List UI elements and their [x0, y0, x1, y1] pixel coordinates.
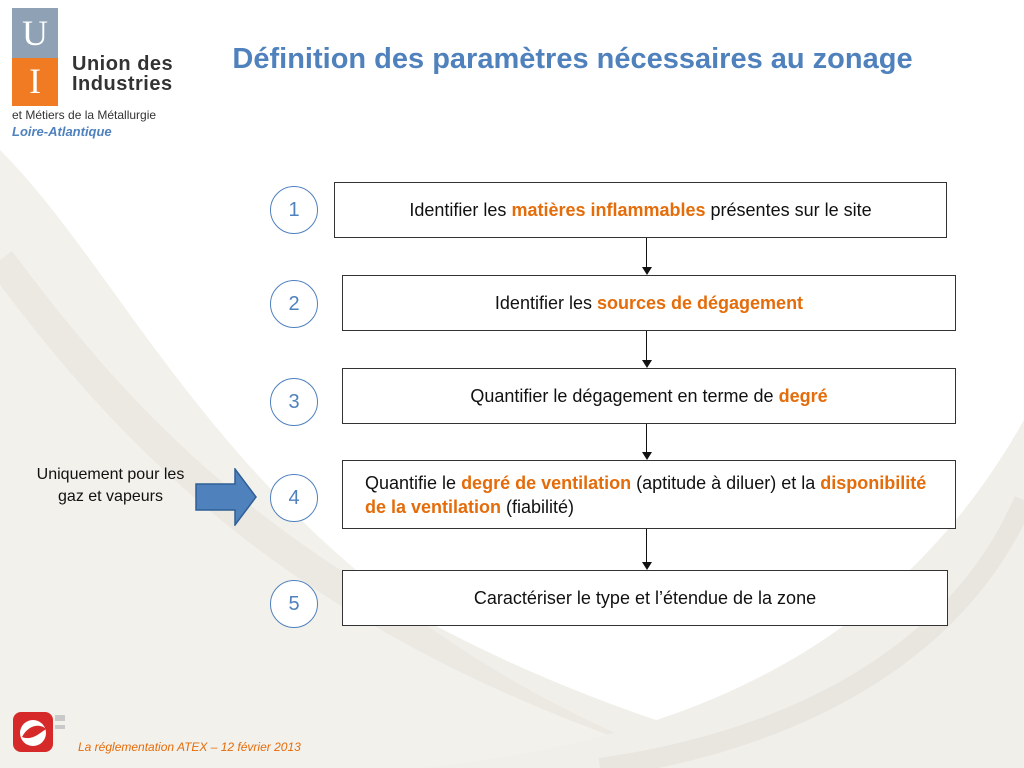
step-text-segment: présentes sur le site	[705, 200, 872, 220]
step-3-number: 3	[270, 378, 318, 426]
arrowhead-2-3	[642, 360, 652, 368]
uimm-logo	[12, 8, 192, 143]
logo-region: Loire-Atlantique	[12, 124, 112, 139]
logo-subtitle: et Métiers de la Métallurgie	[12, 108, 157, 122]
connector-4-5	[646, 529, 647, 562]
highlighted-term: matières inflammables	[511, 200, 706, 220]
connector-1-2	[646, 238, 647, 267]
step-5-text	[474, 586, 816, 610]
step-text-segment: Quantifie le	[365, 472, 462, 493]
highlighted-term: disponibilité de la ventilation	[365, 472, 927, 517]
step-1-number: 1	[270, 186, 318, 234]
highlighted-term: sources de dégagement	[596, 293, 804, 313]
logo-name-line2: Industries	[72, 73, 173, 95]
step-2-number: 2	[270, 280, 318, 328]
step-text-segment: Quantifier le dégagement en terme de	[470, 386, 779, 406]
step-2-text	[495, 291, 803, 315]
step-text-segment: (fiabilité)	[501, 496, 575, 517]
step-4-number: 4	[270, 474, 318, 522]
arrowhead-4-5	[642, 562, 652, 570]
step-5-number: 5	[270, 580, 318, 628]
logo-u-block: U	[12, 8, 58, 58]
logo-i-block: I	[12, 58, 58, 106]
step-text-segment: Caractériser le type et l’étendue de la zone	[473, 588, 817, 608]
step-4-text	[365, 471, 945, 519]
event-logo-icon	[12, 711, 68, 759]
slide-title: Définition des paramètres nécessaires au zonage	[232, 43, 913, 75]
arrowhead-3-4	[642, 452, 652, 460]
step-1-text	[409, 198, 871, 222]
footer-text: La réglementation ATEX – 12 février 2013	[78, 740, 301, 754]
logo-name-line1: Union des	[72, 53, 174, 75]
highlighted-term: degré	[778, 386, 828, 406]
step-text-segment: (aptitude à diluer) et la	[631, 472, 821, 493]
step-4-box	[342, 460, 956, 529]
connector-3-4	[646, 424, 647, 452]
step-text-segment: Identifier les	[494, 293, 597, 313]
side-note: Uniquement pour les gaz et vapeurs	[36, 466, 185, 505]
logo-name	[72, 54, 202, 94]
step-text-segment: Identifier les	[409, 200, 512, 220]
highlighted-term: degré de ventilation	[461, 472, 632, 493]
right-arrow-icon	[195, 468, 257, 526]
step-2-box	[342, 275, 956, 331]
step-1-box	[334, 182, 947, 238]
step-3-box	[342, 368, 956, 424]
arrowhead-1-2	[642, 267, 652, 275]
step-5-box	[342, 570, 948, 626]
step-3-text	[470, 384, 827, 408]
connector-2-3	[646, 331, 647, 360]
